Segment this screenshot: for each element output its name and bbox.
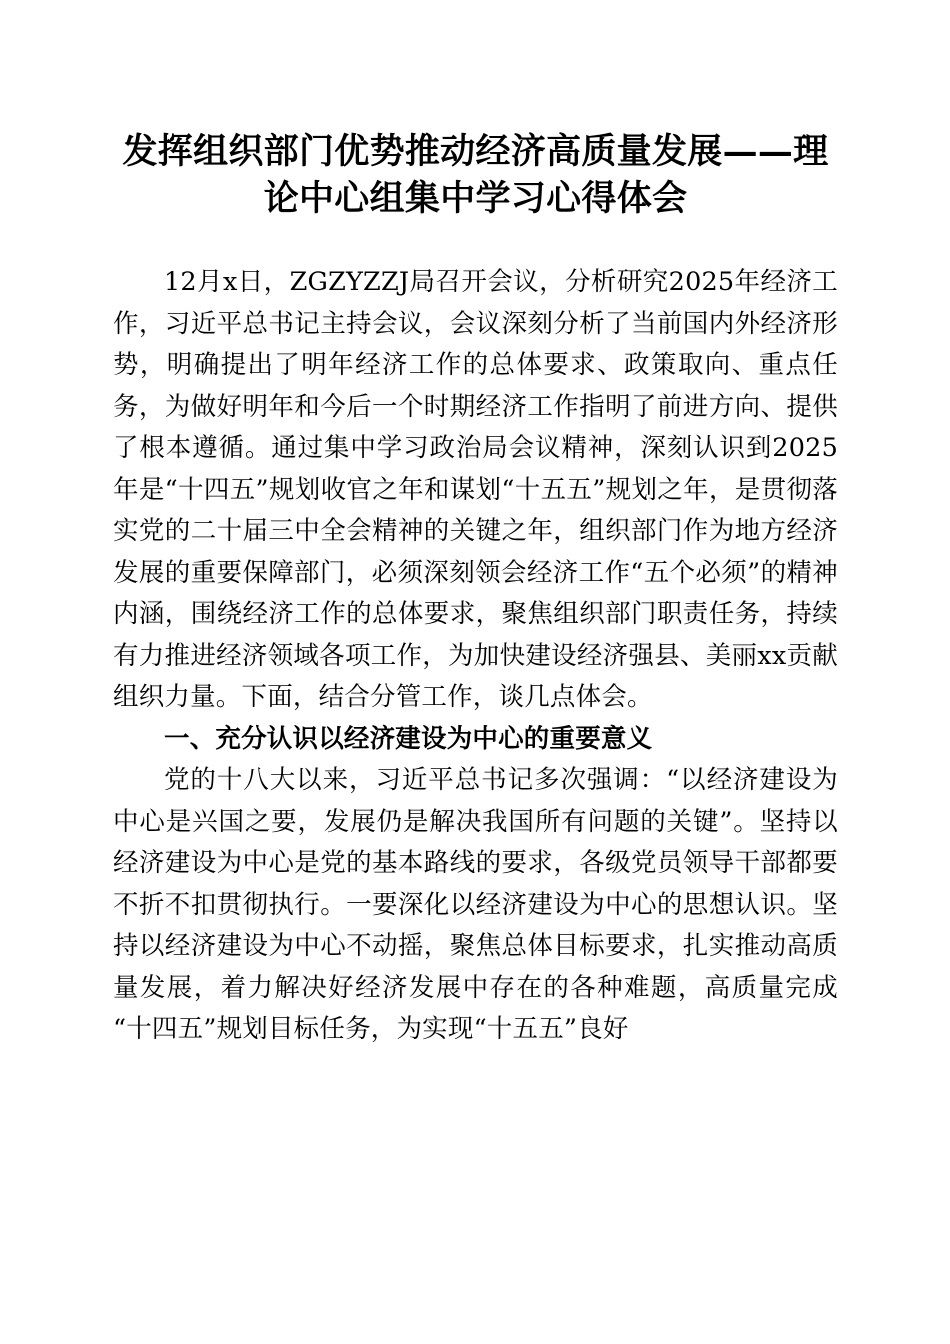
section-heading-1: 一、充分认识以经济建设为中心的重要意义 [164, 723, 653, 754]
document-content [113, 0, 838, 1051]
page-title: 发挥组织部门优势推动经济高质量发展——理论中心组集中学习心得体会 [122, 131, 829, 219]
section-1-paragraph: 党的十八大以来，习近平总书记多次强调：“以经济建设为中心是兴国之要，发展仍是解决我国所有问题的关键”。坚持以经济建设为中心是党的基本路线的要求，各级党员领导干部都要不折不扣贯彻执行。一要深化以经济建设为中心的思想认识。坚持以经济建设为中心不动摇，聚焦总体目标要求，扎实推动高质量发展，着力解决好经济发展中存在的各种难题，高质量完成“十四五”规划目标任务，为实现“十五五”良好 [113, 765, 838, 1044]
opening-paragraph: 12月x日，ZGZYZZJ局召开会议，分析研究2025年经济工作，习近平总书记主持会议，会议深刻分析了当前国内外经济形势，明确提出了明年经济工作的总体要求、政策取向、重点任务，为做好明年和今后一个时期经济工作指明了前进方向、提供了根本遵循。通过集中学习政治局会议精神，深刻认识到2025年是“十四五”规划收官之年和谋划“十五五”规划之年，是贯彻落实党的二十届三中全会精神的关键之年，组织部门作为地方经济发展的重要保障部门，必须深刻领会经济工作“五个必须”的精神内涵，围绕经济工作的总体要求，聚焦组织部门职责任务，持续有力推进经济领域各项工作，为加快建设经济强县、美丽xx贡献组织力量。下面，结合分管工作，谈几点体会。 [113, 267, 838, 712]
